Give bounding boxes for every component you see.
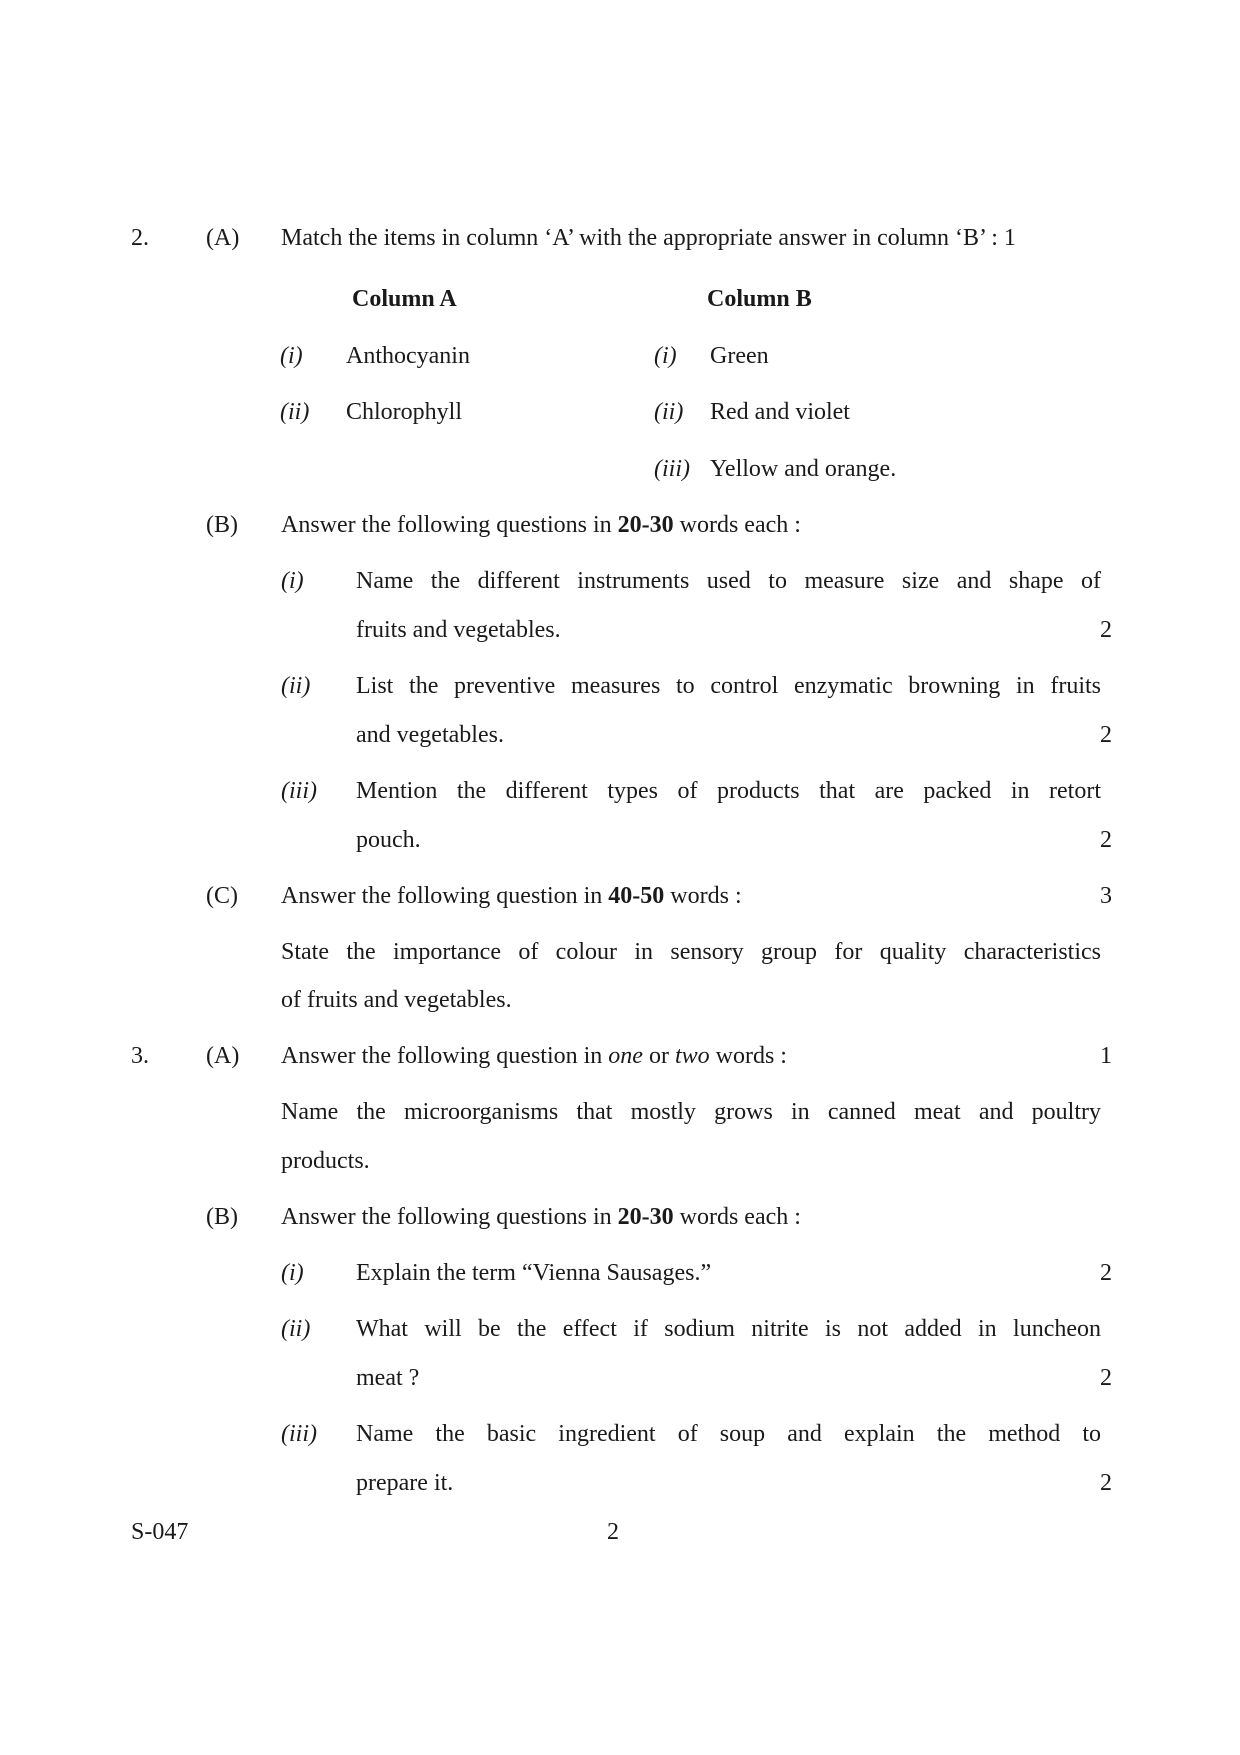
question-instruction: Answer the following questions in 20-30 words each :	[281, 512, 801, 538]
question-text: of fruits and vegetables.	[281, 987, 512, 1013]
marks: 1	[1100, 1043, 1112, 1069]
column-b-header: Column B	[707, 286, 812, 312]
marks: 2	[1100, 827, 1112, 853]
item-number: (i)	[281, 568, 304, 594]
part-label: (C)	[206, 883, 238, 909]
question-text: and vegetables.	[356, 722, 504, 748]
column-b-item: Green	[710, 343, 769, 369]
item-number: (i)	[280, 343, 303, 369]
question-text: Mention the different types of products that are packed in retort	[356, 778, 1101, 804]
question-text: Match the items in column ‘A’ with the appropriate answer in column ‘B’ : 1	[281, 225, 1016, 251]
marks: 2	[1100, 722, 1112, 748]
marks: 3	[1100, 883, 1112, 909]
column-a-item: Anthocyanin	[346, 343, 470, 369]
question-text: fruits and vegetables.	[356, 617, 561, 643]
question-text: State the importance of colour in sensory group for quality characteristics	[281, 939, 1101, 965]
question-number: 2.	[131, 225, 149, 251]
item-number: (ii)	[281, 1316, 311, 1342]
item-number: (ii)	[654, 399, 684, 425]
marks: 2	[1100, 617, 1112, 643]
marks: 2	[1100, 1260, 1112, 1286]
question-instruction: Answer the following question in 40-50 words :	[281, 883, 742, 909]
item-number: (i)	[281, 1260, 304, 1286]
question-text: Name the basic ingredient of soup and explain the method to	[356, 1421, 1101, 1447]
column-b-item: Red and violet	[710, 399, 850, 425]
marks: 2	[1100, 1470, 1112, 1496]
part-label: (B)	[206, 512, 238, 538]
question-text: prepare it.	[356, 1470, 454, 1496]
question-text: List the preventive measures to control enzymatic browning in fruits	[356, 673, 1101, 699]
item-number: (iii)	[281, 1421, 317, 1447]
question-instruction: Answer the following questions in 20-30 words each :	[281, 1204, 801, 1230]
part-label: (A)	[206, 1043, 240, 1069]
paper-code: S-047	[131, 1519, 189, 1545]
question-text: meat ?	[356, 1365, 420, 1391]
item-number: (ii)	[281, 673, 311, 699]
column-b-item: Yellow and orange.	[710, 456, 897, 482]
item-number: (iii)	[281, 778, 317, 804]
marks: 2	[1100, 1365, 1112, 1391]
question-instruction: Answer the following question in one or two words :	[281, 1043, 787, 1069]
part-label: (B)	[206, 1204, 238, 1230]
column-a-item: Chlorophyll	[346, 399, 463, 425]
question-text: pouch.	[356, 827, 421, 853]
question-text: products.	[281, 1148, 370, 1174]
item-number: (ii)	[280, 399, 310, 425]
question-text: What will be the effect if sodium nitrite is not added in luncheon	[356, 1316, 1101, 1342]
page-number: 2	[607, 1519, 619, 1545]
item-number: (iii)	[654, 456, 690, 482]
part-label: (A)	[206, 225, 240, 251]
item-number: (i)	[654, 343, 677, 369]
question-text: Name the different instruments used to measure size and shape of	[356, 568, 1101, 594]
column-a-header: Column A	[352, 286, 457, 312]
question-text: Explain the term “Vienna Sausages.”	[356, 1260, 712, 1286]
question-text: Name the microorganisms that mostly grows in canned meat and poultry	[281, 1099, 1101, 1125]
question-number: 3.	[131, 1043, 149, 1069]
